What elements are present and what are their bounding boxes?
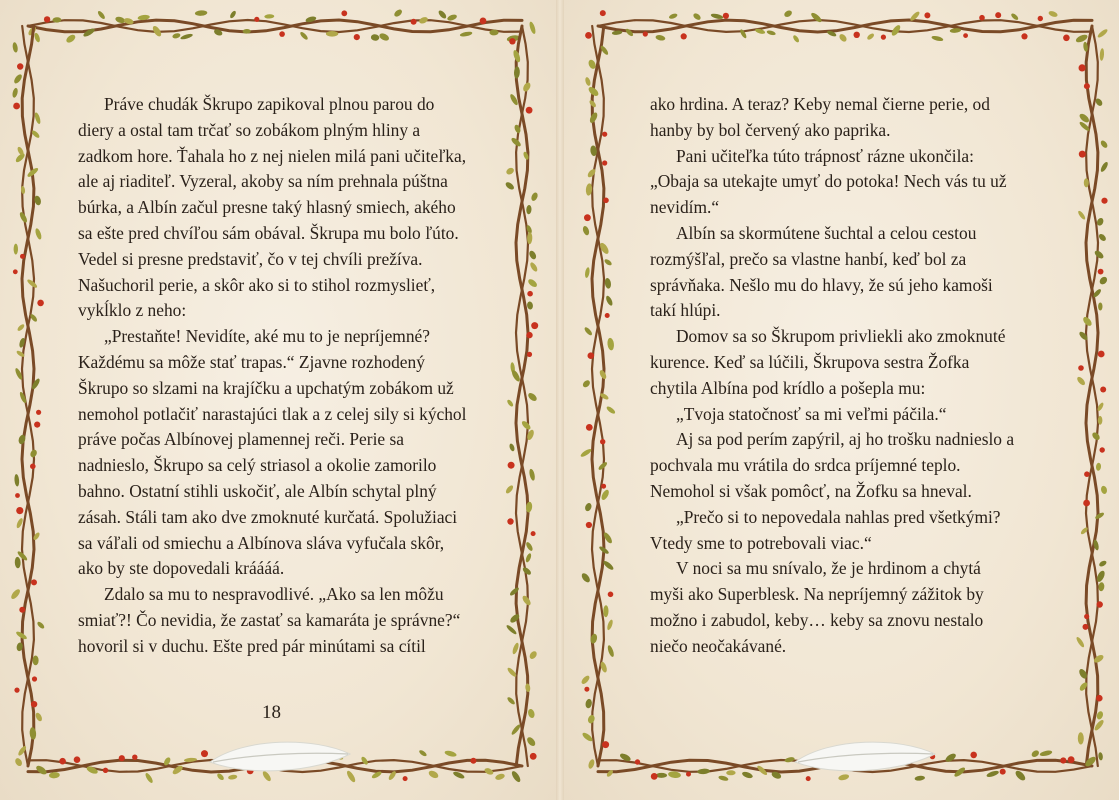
leaf [418,749,427,757]
leaf [418,16,429,25]
leaf [14,244,18,255]
berry [119,755,125,761]
leaf [437,9,447,20]
berry [13,269,18,274]
leaf [29,727,36,740]
leaf [195,10,208,16]
berry [527,291,533,297]
leaf [12,87,19,98]
leaf [512,49,521,63]
leaf [600,489,610,502]
leaf [144,772,154,784]
left-page-text [78,92,470,660]
paragraph: Albín sa skormútene šuchtal a celou cestou rozmýšľal, prečo sa vlastne hanbí, keď bol za správňaka. Nešlo mu do hlavy, že sú jeho kamoši takí hlúpi. [650,222,993,321]
berry [854,32,860,38]
leaf [1075,33,1089,44]
paragraph: Zdalo sa mu to nespravodlivé. „Ako sa len môžu smiať?! Čo nevidia, že zastať sa kamaráta je správne?“ hovoril si v duchu. Ešte pred pár minútami sa cítil [78,584,461,656]
berry [1021,33,1027,39]
berry [531,531,536,536]
leaf [605,295,614,307]
leaf [14,474,20,487]
leaf [1048,10,1059,18]
leaf [1098,233,1108,243]
leaf [603,605,608,617]
leaf [1100,485,1107,494]
leaf [668,13,678,20]
leaf [766,30,776,36]
leaf [587,714,596,724]
leaf [360,756,369,766]
leaf [33,656,39,666]
paragraph: Práve chudák Škrupo zapikoval plnou parou do diery a ostal tam trčať so zobákom plným hliny a zadkom hore. Ťahala ho z nej nielen milá pani učiteľka, ale aj riaditeľ. Vyzeral, akoby sa ním prehnala púštna búrka, a Albín začul presne taký hlasný smiech, akého sa ešte pred chvíľou sám obával. Škrupa mu bolo ľúto. Vedel si presne predstaviť, čo v tej chvíli prežíva. Našuchoril perie, a skôr ako si to stihol rozmyslieť, vykĺklo z neho: [78,94,467,321]
berry [1098,269,1104,275]
leaf [1078,732,1084,744]
feather-icon [205,732,355,782]
leaf [504,181,515,191]
leaf [810,11,823,23]
leaf [460,31,473,38]
leaf [783,9,793,18]
paragraph: ako hrdina. A teraz? Keby nemal čierne perie, od hanby by bol červený ako paprika. [650,94,990,140]
leaf [34,712,43,723]
leaf [14,757,23,767]
berry [341,10,347,16]
berry [602,741,609,748]
leaf [606,405,617,415]
berry [608,592,614,598]
leaf [1075,636,1085,648]
berry [1068,756,1075,763]
leaf [36,621,45,630]
leaf [506,399,514,408]
berry [651,773,658,780]
berry [586,522,592,528]
leaf [530,192,539,202]
berry [586,424,593,431]
leaf [1099,161,1109,173]
berry [403,776,408,781]
leaf [326,31,338,37]
leaf [1099,48,1104,61]
berry [970,752,977,759]
leaf [1098,752,1103,761]
berry [1079,64,1086,71]
berry [31,579,37,585]
leaf [378,32,390,42]
leaf [520,420,532,431]
leaf [527,391,538,402]
berry [59,758,66,765]
leaf [1039,750,1052,758]
leaf [229,10,237,19]
leaf [584,77,591,87]
leaf [1076,376,1087,387]
berry [602,132,607,137]
paragraph: „Prečo si to nepovedala nahlas pred všetkými? Vtedy sme to potrebovali viac.“ [650,506,1001,553]
berry [14,688,19,693]
leaf [1098,559,1107,567]
leaf [528,21,536,35]
berry [602,160,607,165]
leaf [931,35,944,42]
berry [20,254,25,259]
leaf [371,34,380,41]
berry [411,19,417,25]
leaf [29,449,38,459]
leaf [527,708,536,719]
leaf [447,13,458,21]
berry [1098,351,1105,358]
berry [526,107,533,114]
leaf [509,586,520,597]
leaf [726,770,735,775]
feather-icon [790,732,940,782]
leaf [1093,249,1104,260]
berry [354,34,360,40]
berry [527,352,532,357]
leaf [505,624,517,636]
berry [1097,601,1103,607]
berry [508,462,515,469]
leaf [1098,416,1103,425]
berry [1100,387,1106,393]
leaf [16,323,25,332]
paragraph: Aj sa pod perím zapýril, aj ho trošku nadnieslo a pochvala mu vrátila do srdca príjemné teplo. Nemohol si však pomôcť, na Žofku sa hneval. [650,429,1015,501]
berry [526,332,532,338]
berry [603,198,609,204]
berry [31,701,37,707]
berry [13,103,20,110]
leaf [606,619,614,631]
berry [37,300,44,307]
berry [1060,757,1066,763]
berry [470,758,476,764]
leaf [444,750,457,758]
leaf [34,228,42,241]
berry [32,676,37,681]
leaf [13,73,24,85]
leaf [582,225,591,236]
berry [1096,695,1103,702]
leaf [655,34,666,41]
berry [723,13,729,19]
berry [254,17,259,22]
berry [531,322,538,329]
leaf [838,33,848,43]
leaf [607,337,615,350]
berry [103,768,108,773]
leaf [583,326,593,336]
berry [19,607,25,613]
leaf [514,66,520,78]
berry [995,12,1001,18]
berry [279,31,285,37]
leaf [1014,769,1027,782]
berry [530,753,537,760]
berry [584,687,589,692]
berry [643,31,648,36]
leaf [866,32,875,40]
berry [509,38,515,44]
berry [1084,614,1089,619]
berry [881,35,886,40]
leaf [510,770,522,784]
berry [605,313,610,318]
berry [36,410,41,415]
berry [1000,769,1006,775]
leaf [528,250,538,261]
leaf [1094,511,1105,520]
berry [963,33,968,38]
leaf [1099,139,1108,149]
leaf [1030,749,1040,758]
leaf [505,167,515,176]
leaf [529,261,539,272]
berry [132,755,137,760]
leaf [526,736,537,748]
leaf [26,278,38,289]
leaf [511,642,519,655]
leaf [12,42,19,53]
leaf [10,588,22,601]
leaf [506,696,516,706]
leaf [1098,303,1102,311]
leaf [528,468,535,481]
leaf [527,301,534,310]
paragraph: Pani učiteľka túto trápnosť rázne ukončila: „Obaja sa utekajte umyť do potoka! Nech vás tu už nevidím.“ [650,145,1007,218]
leaf [528,650,538,660]
leaf [522,81,532,93]
leaf [527,278,539,289]
berry [17,63,23,69]
berry [480,18,487,25]
berry [585,32,592,39]
leaf [1097,28,1109,39]
leaf [172,32,181,39]
berry [44,16,50,22]
leaf [584,267,590,278]
berry [979,15,985,21]
leaf [986,770,1000,779]
berry [681,33,687,39]
berry [600,439,605,444]
leaf [1098,275,1108,285]
leaf [582,379,592,389]
leaf [33,32,41,43]
leaf [668,771,681,779]
berry [16,507,23,514]
leaf [603,258,612,266]
leaf [1098,582,1105,591]
leaf [580,572,591,584]
leaf [697,768,710,774]
leaf [718,775,729,782]
paragraph: Domov sa so Škrupom privliekli ako zmoknuté kurence. Keď sa lúčili, Škrupova sestra Žofka chytila Albína pod krídlo a pošepla mu: [650,326,1006,398]
paragraph: „Tvoja statočnosť sa mi veľmi páčila.“ [676,403,947,424]
berry [507,518,513,524]
leaf [580,448,593,458]
leaf [180,33,193,41]
berry [1078,365,1084,371]
berry [1084,83,1090,89]
berry [34,422,40,428]
leaf [692,12,702,21]
leaf [15,557,21,569]
leaf [509,443,516,452]
berry [686,772,691,777]
page-number: 18 [262,702,281,723]
leaf [741,771,753,780]
leaf [587,759,595,770]
leaf [1010,12,1019,21]
leaf [393,8,403,18]
leaf [525,553,532,563]
berry [1084,471,1090,477]
berry [1063,35,1070,42]
leaf [584,502,593,512]
leaf [483,767,494,776]
leaf [34,112,42,125]
berry [74,756,81,763]
leaf [299,31,309,41]
leaf [427,769,439,779]
berry [635,759,640,764]
leaf [607,645,615,658]
berry [1100,447,1105,452]
leaf [1096,463,1102,471]
leaf [604,277,612,289]
berry [584,214,591,221]
right-page-text [650,92,1018,660]
berry [1101,198,1107,204]
leaf [792,34,800,43]
leaf [526,205,532,215]
leaf [65,33,77,44]
leaf [97,10,106,20]
leaf [585,698,593,708]
leaf [1077,210,1086,221]
paragraph: V noci sa mu snívalo, že je hrdinom a chytá myši ako Superblesk. Na nepríjemný zážitok by možno i zabudol, keby… keby sa znovu nestalo niečo neočakávané. [650,558,984,656]
leaf [505,484,515,494]
paragraph: „Prestaňte! Nevidíte, aké mu to je nepríjemné? Každému sa môže stať trapas.“ Zjavne rozhodený Škrupo so slzami na krajíčku a upchatým zobákom už nemohol potlačiť narastajúci tlak a z celej sily si kýchol práve počas Albínovej plamennej reči. Perie sa nadnieslo, Škrupo sa celý striasol a okolie zamorilo bahno. Ostatní stihli uskočiť, ale Albín schytal plný zásah. Stáli tam ako dve zmoknuté kurčatá. Spolužiaci sa váľali od smiechu a Albínova sláva vyfučala skôr, ako by ste dopovedali kráááá. [78,326,467,579]
berry [1083,500,1090,507]
berry [1038,16,1043,21]
leaf [525,683,531,692]
berry [15,493,20,498]
leaf [1084,178,1089,187]
berry [600,10,606,16]
leaf [525,541,534,552]
berry [588,352,595,359]
berry [601,484,606,489]
berry [1079,151,1086,158]
leaf [35,764,48,776]
leaf [580,674,591,685]
leaf [710,13,723,20]
berry [924,12,930,18]
berry [1083,624,1089,630]
berry [30,464,36,470]
leaf [494,773,505,781]
leaf [264,14,274,19]
